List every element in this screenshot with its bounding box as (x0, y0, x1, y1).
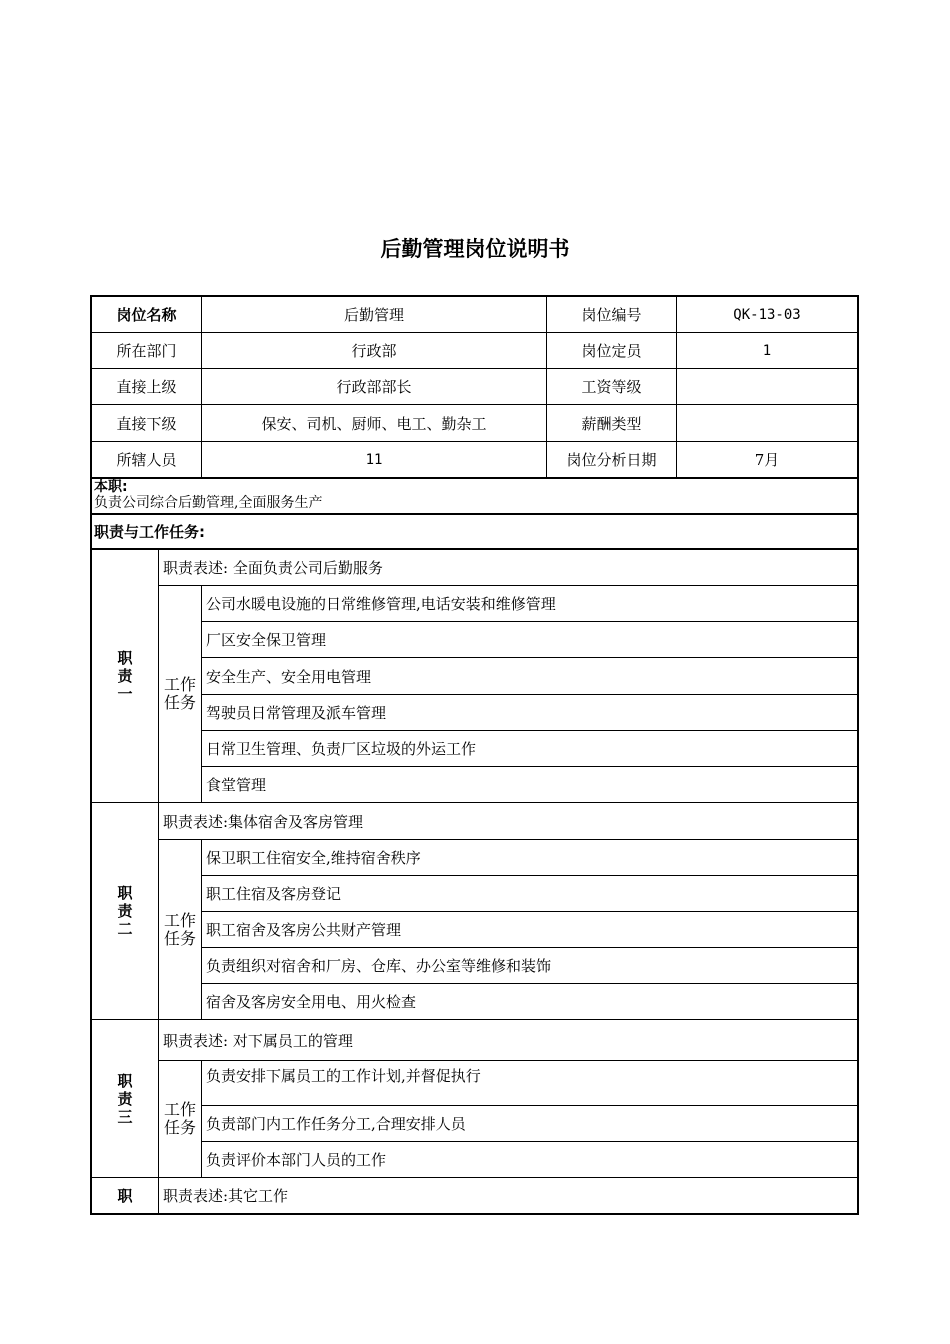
label-subordinates: 直接下级 (92, 404, 201, 441)
label-superior: 直接上级 (92, 368, 201, 404)
task-item: 公司水暖电设施的日常维修管理,电话安装和维修管理 (201, 585, 857, 621)
duty-2-statement: 职责表述:集体宿舍及客房管理 (158, 802, 857, 839)
label-position-name: 岗位名称 (116, 306, 177, 324)
duty-summary-text: 负责公司综合后勤管理,全面服务生产 (94, 495, 323, 511)
duty-2-label: 职 责 二 (92, 802, 158, 1019)
task-item: 宿舍及客房安全用电、用火检查 (201, 983, 857, 1019)
task-item: 日常卫生管理、负责厂区垃圾的外运工作 (201, 730, 857, 766)
value-superior: 行政部部长 (201, 368, 546, 404)
duty-4-label: 职 (92, 1177, 158, 1213)
table-bottom-border (90, 1213, 859, 1215)
label-pay-type: 薪酬类型 (546, 404, 676, 441)
task-item: 保卫职工住宿安全,维持宿舍秩序 (201, 839, 857, 875)
label-analysis-date: 岗位分析日期 (546, 441, 676, 477)
task-item: 职工住宿及客房登记 (201, 875, 857, 911)
duty-3-task-label: 工作 任务 (158, 1060, 201, 1177)
task-item: 负责部门内工作任务分工,合理安排人员 (201, 1105, 857, 1141)
value-staff: 11 (201, 441, 546, 477)
duty-4-statement: 职责表述:其它工作 (158, 1177, 857, 1213)
duty-2-task-label: 工作 任务 (158, 839, 201, 1019)
label-department: 所在部门 (92, 332, 201, 368)
duty-3-label: 职 责 三 (92, 1019, 158, 1177)
task-item: 安全生产、安全用电管理 (201, 657, 857, 694)
value-pay-type (676, 404, 857, 441)
value-department: 行政部 (201, 332, 546, 368)
task-item: 负责评价本部门人员的工作 (201, 1141, 857, 1177)
value-position-name: 后勤管理 (201, 297, 546, 332)
duty-1-label: 职 责 一 (117, 649, 133, 703)
value-analysis-date: 7月 (676, 441, 857, 477)
label-staff: 所辖人员 (92, 441, 201, 477)
duty-summary-label: 本职: (94, 479, 128, 495)
duty-1-statement: 职责表述: 全面负责公司后勤服务 (158, 550, 857, 585)
task-item: 职工宿舍及客房公共财产管理 (201, 911, 857, 947)
value-subordinates: 保安、司机、厨师、电工、勤杂工 (201, 404, 546, 441)
value-salary-grade (676, 368, 857, 404)
duty-1-task-label: 工作 任务 (158, 585, 201, 802)
task-item: 负责安排下属员工的工作计划,并督促执行 (201, 1060, 857, 1105)
duty-3-statement: 职责表述: 对下属员工的管理 (158, 1019, 857, 1060)
task-item: 食堂管理 (201, 766, 857, 802)
value-headcount: 1 (676, 332, 857, 368)
duty-summary (94, 479, 854, 513)
task-item: 厂区安全保卫管理 (201, 621, 857, 657)
task-item: 驾驶员日常管理及派车管理 (201, 694, 857, 730)
label-headcount: 岗位定员 (546, 332, 676, 368)
task-item: 负责组织对宿舍和厂房、仓库、办公室等维修和装饰 (201, 947, 857, 983)
value-position-code: QK-13-03 (676, 297, 857, 332)
section-header: 职责与工作任务: (94, 523, 205, 541)
label-position-code: 岗位编号 (546, 297, 676, 332)
page-title: 后勤管理岗位说明书 (380, 237, 570, 261)
table-right-border (857, 295, 859, 1215)
divider (90, 513, 859, 515)
label-salary-grade: 工资等级 (546, 368, 676, 404)
